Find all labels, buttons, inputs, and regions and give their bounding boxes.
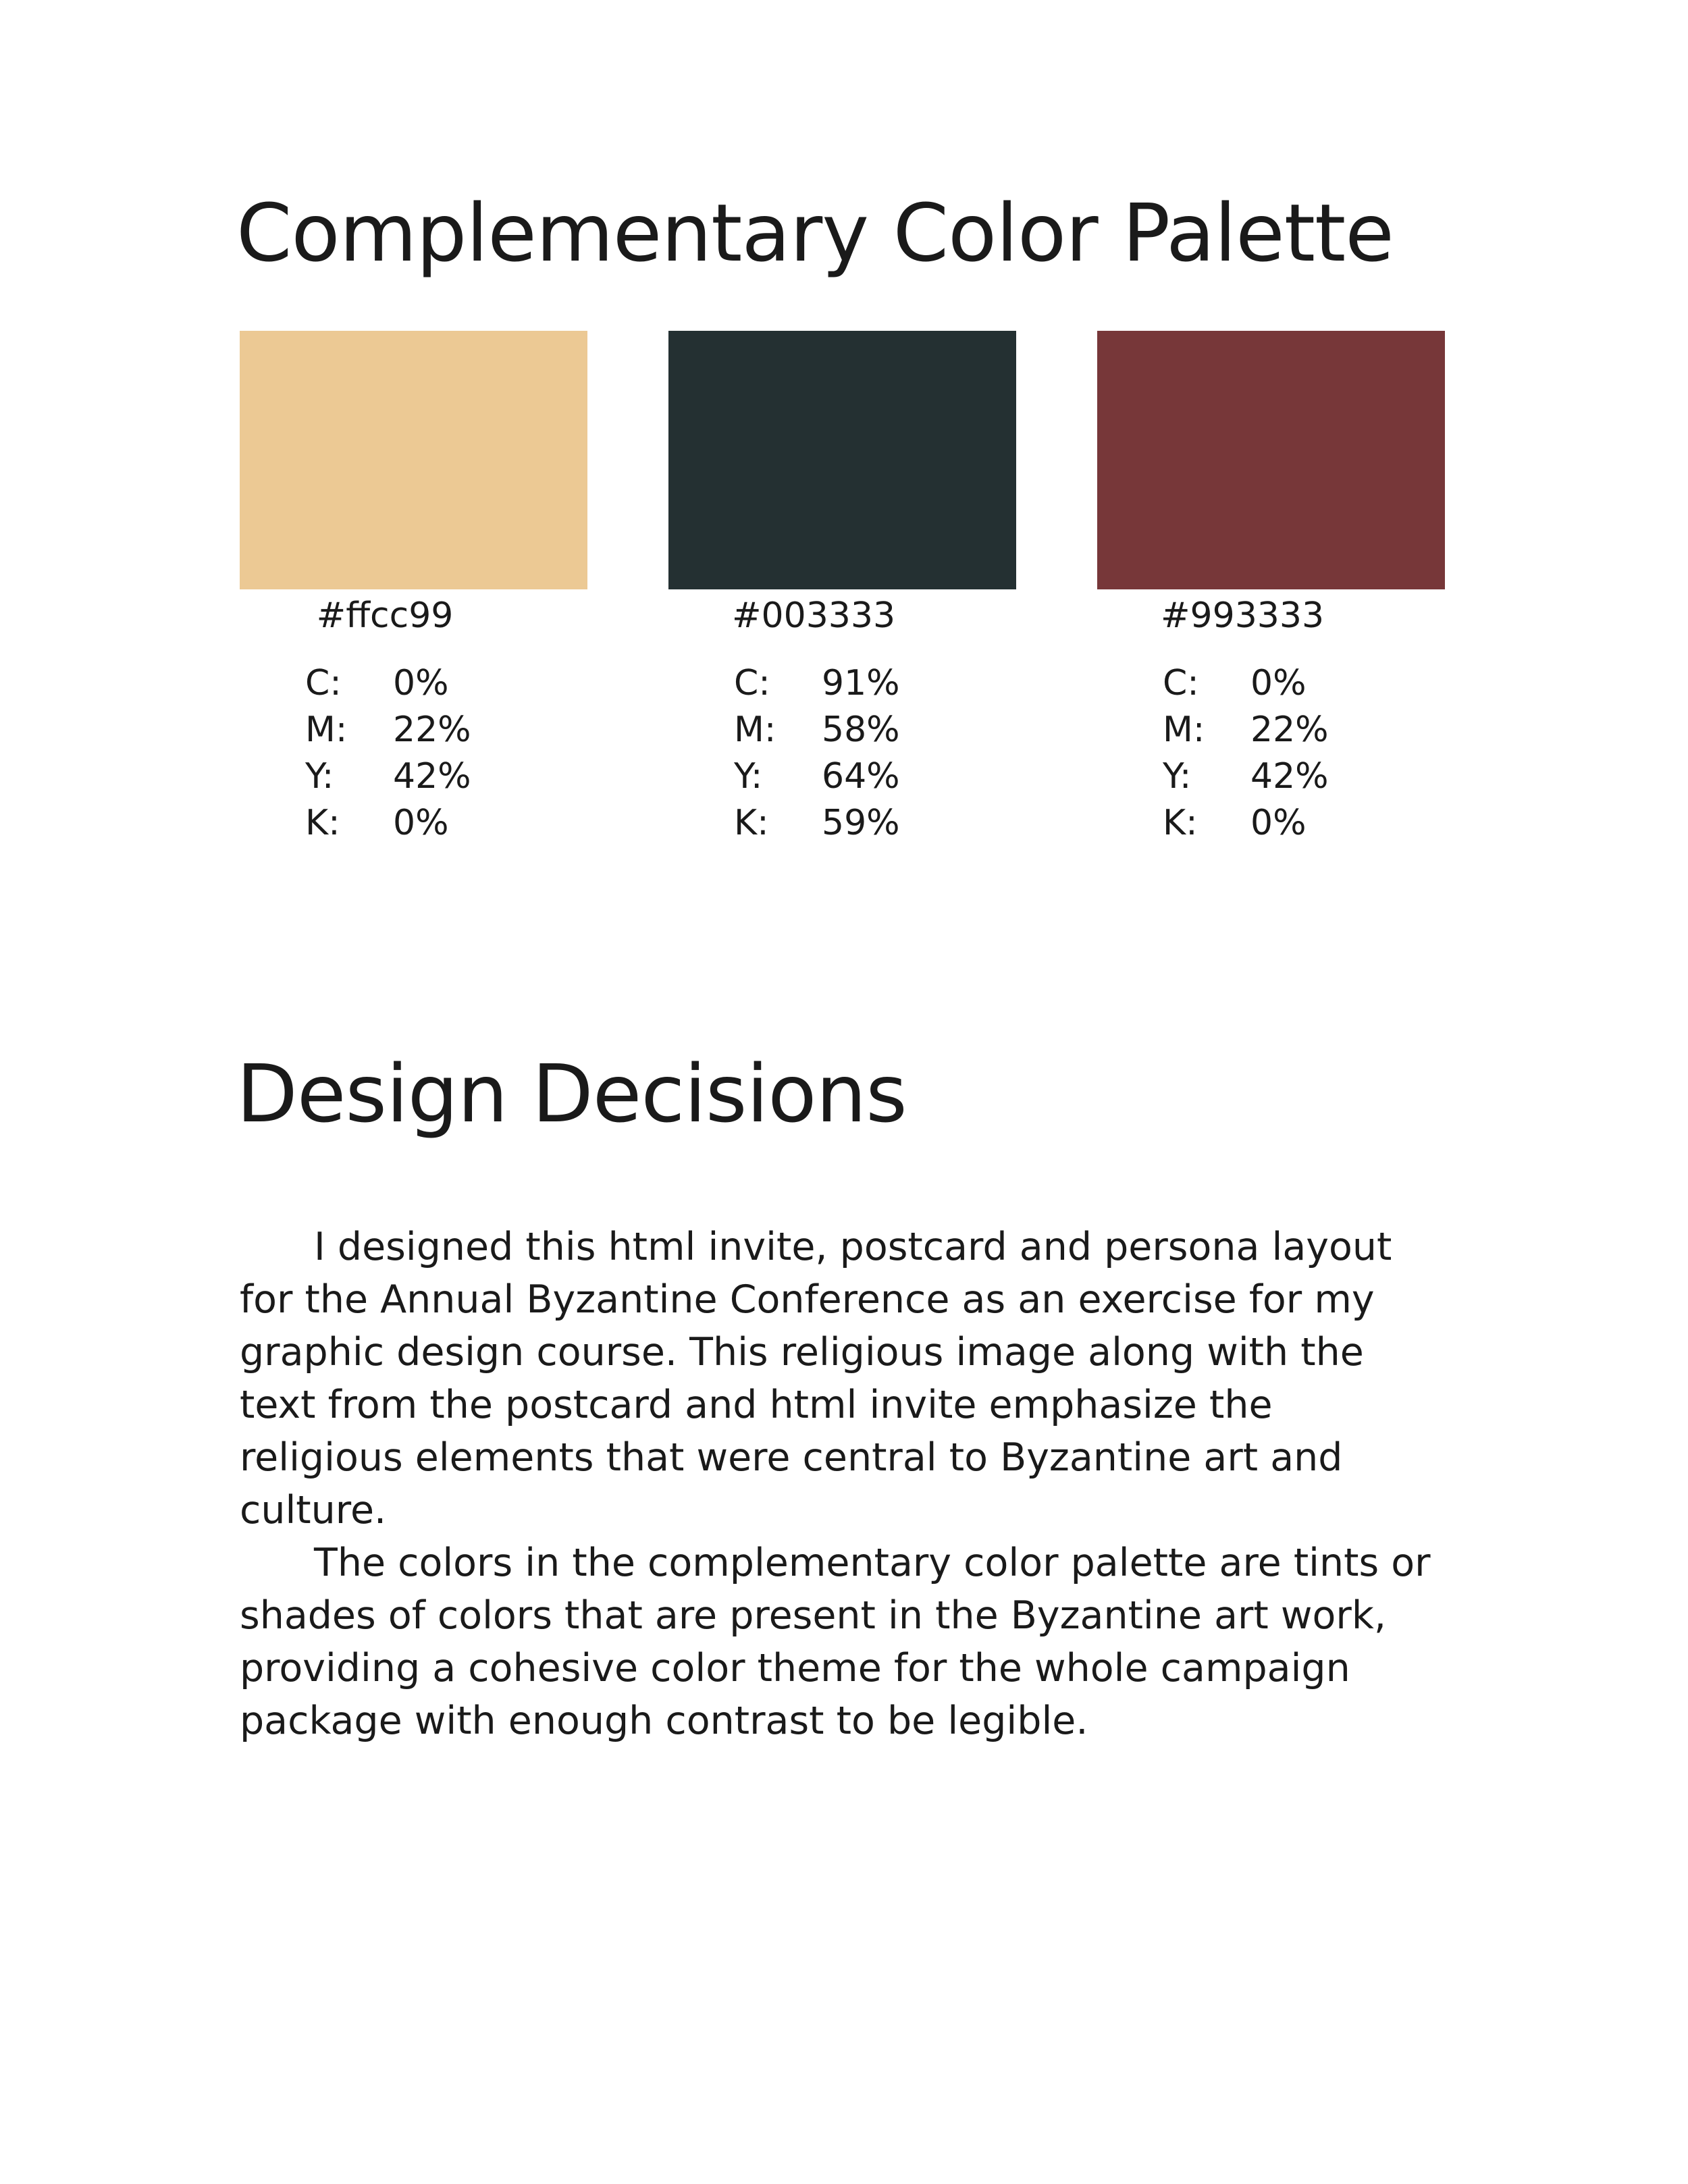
cmyk-row-y (734, 753, 900, 800)
cmyk-value: 59% (822, 803, 900, 843)
cmyk-label: M: (1163, 710, 1205, 750)
cmyk-value: 64% (822, 756, 900, 797)
cmyk-row-m (305, 707, 471, 753)
cmyk-row-c (305, 660, 471, 707)
cmyk-values (305, 660, 471, 847)
hex-label: #993333 (1160, 595, 1325, 636)
cmyk-label: M: (734, 710, 776, 750)
design-paragraph: I designed this html invite, postcard and persona layout for the Annual Byzantine Conference as an exercise for my graphic design course. This religious image along with the text from the postcard and html invite emphasize the religious elements that were central to Byzantine art and culture. (240, 1225, 1392, 1533)
cmyk-value: 0% (1250, 663, 1307, 703)
cmyk-label: Y: (305, 756, 334, 797)
cmyk-values (734, 660, 900, 847)
cmyk-label: K: (305, 803, 340, 843)
cmyk-value: 42% (393, 756, 471, 797)
cmyk-label: C: (734, 663, 770, 703)
hex-label: #ffcc99 (316, 595, 454, 636)
cmyk-row-k (305, 800, 471, 847)
cmyk-value: 0% (1250, 803, 1307, 843)
color-swatch (240, 331, 587, 589)
cmyk-label: C: (1163, 663, 1199, 703)
cmyk-label: M: (305, 710, 348, 750)
cmyk-label: K: (1163, 803, 1198, 843)
cmyk-value: 22% (1250, 710, 1329, 750)
design-decisions-title: Design Decisions (236, 1047, 907, 1140)
swatch-ffcc99 (240, 331, 587, 843)
cmyk-label: K: (734, 803, 769, 843)
color-swatch (1097, 331, 1445, 589)
cmyk-row-c (734, 660, 900, 707)
cmyk-value: 0% (393, 663, 449, 703)
design-paragraph: The colors in the complementary color palette are tints or shades of colors that are present in the Byzantine art work, providing a cohesive color theme for the whole campaign package with enough contrast to be legible. (240, 1541, 1431, 1743)
cmyk-value: 0% (393, 803, 449, 843)
cmyk-values (1163, 660, 1329, 847)
cmyk-value: 22% (393, 710, 471, 750)
cmyk-label: C: (305, 663, 342, 703)
color-swatch (668, 331, 1016, 589)
hex-label: #003333 (731, 595, 896, 636)
cmyk-value: 91% (822, 663, 900, 703)
swatch-003333 (668, 331, 1016, 843)
cmyk-row-m (734, 707, 900, 753)
cmyk-row-k (1163, 800, 1329, 847)
cmyk-value: 58% (822, 710, 900, 750)
cmyk-row-y (305, 753, 471, 800)
cmyk-row-c (1163, 660, 1329, 707)
cmyk-row-m (1163, 707, 1329, 753)
cmyk-row-k (734, 800, 900, 847)
cmyk-label: Y: (734, 756, 763, 797)
cmyk-label: Y: (1163, 756, 1192, 797)
palette-title: Complementary Color Palette (236, 186, 1394, 279)
cmyk-row-y (1163, 753, 1329, 800)
cmyk-value: 42% (1250, 756, 1329, 797)
swatch-993333 (1097, 331, 1445, 843)
